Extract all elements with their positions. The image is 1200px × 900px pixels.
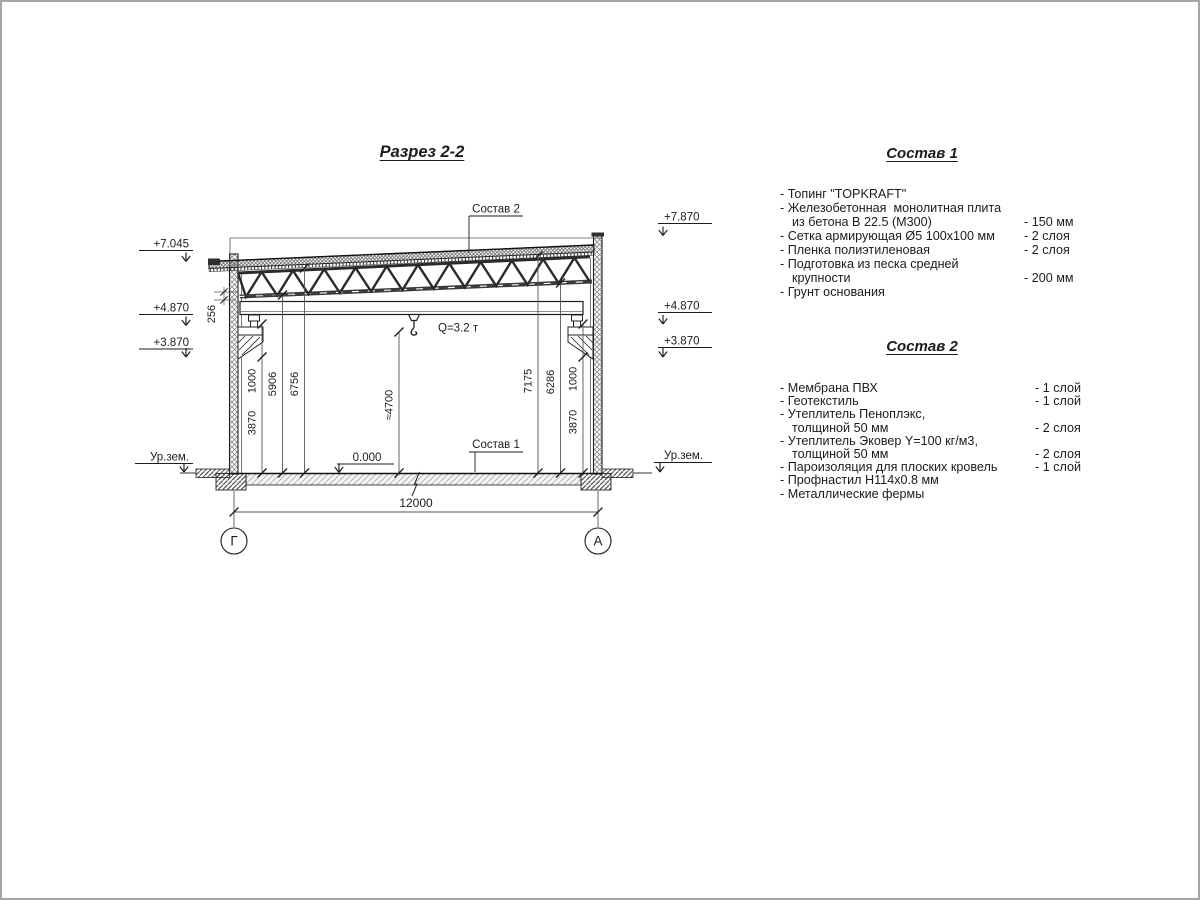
- corbel-right: [568, 315, 593, 359]
- list-item: толщиной 50 мм - 2 слоя: [792, 420, 1081, 435]
- svg-text:+3.870: +3.870: [153, 337, 189, 349]
- svg-text:+7.870: +7.870: [664, 211, 700, 224]
- elevation-marks-right: [654, 212, 712, 473]
- callout-sostav2: [469, 204, 523, 254]
- spec2-title: Состав 2: [886, 338, 958, 355]
- section-title: Разрез 2-2: [379, 143, 465, 161]
- spec-list-1: [780, 187, 1110, 299]
- list-item: - Пленка полиэтиленовая - 2 слоя: [780, 243, 1070, 257]
- axis-bubble-right: [585, 528, 611, 554]
- crane-capacity-label: Q=3.2 т: [438, 322, 479, 335]
- dim-5906: 5906: [267, 371, 279, 397]
- svg-text:+4.870: +4.870: [664, 300, 700, 313]
- dim-right-3870: 3870: [567, 409, 580, 435]
- svg-text:А: А: [593, 533, 603, 549]
- list-item: - Подготовка из песка средней: [780, 257, 959, 271]
- svg-text:Состав 2: Состав 2: [472, 203, 520, 216]
- spec-list-2: [780, 382, 1110, 501]
- svg-text:Г: Г: [230, 533, 238, 549]
- dim-left-3870: 3870: [246, 410, 259, 436]
- list-item: крупности - 200 мм: [792, 271, 1074, 285]
- list-item: - Геотекстиль - 1 слой: [780, 394, 1082, 409]
- list-item: - Грунт основания: [780, 285, 885, 299]
- roof-edge-cap: [208, 259, 220, 266]
- svg-text:+7.045: +7.045: [153, 238, 189, 251]
- axis-bubble-left: [221, 528, 247, 554]
- left-wall: [230, 254, 242, 474]
- svg-text:+3.870: +3.870: [664, 335, 700, 348]
- list-item: толщиной 50 мм - 2 слоя: [792, 447, 1081, 462]
- dim-right-1000: 1000: [567, 366, 580, 392]
- spec1-title: Состав 1: [886, 145, 958, 162]
- span-label: 12000: [399, 496, 433, 510]
- list-item: - Топинг "TOPKRAFT": [780, 187, 907, 201]
- callout-zero-level: [335, 452, 394, 473]
- list-item: - Утеплитель Эковер Y=100 кг/м3,: [780, 433, 978, 448]
- elevation-7045: [139, 239, 193, 262]
- svg-text:+4.870: +4.870: [153, 302, 189, 315]
- svg-text:Ур.зем.: Ур.зем.: [664, 450, 704, 462]
- list-item: - Металлические фермы: [780, 486, 925, 501]
- dim-7175: 7175: [522, 368, 535, 394]
- blind-area-left: [196, 469, 230, 478]
- list-item: - Пароизоляция для плоских кровель - 1 слой: [780, 460, 1082, 475]
- floor-slab: [246, 474, 581, 486]
- list-item: из бетона В 22.5 (М300) - 150 мм: [792, 215, 1074, 229]
- dim-4700: ≈4700: [383, 389, 396, 421]
- list-item: - Мембрана ПВХ - 1 слой: [780, 381, 1082, 395]
- elevation-right-3870: [658, 336, 712, 358]
- elevation-left-3870: [139, 337, 193, 357]
- crane-beam: [240, 302, 583, 336]
- elevation-7870: [658, 212, 712, 236]
- dim-labels: [247, 367, 580, 435]
- svg-text:Состав 1: Состав 1: [472, 439, 520, 451]
- parapet-cap: [592, 233, 605, 237]
- elevation-right-ground: [654, 450, 712, 472]
- svg-text:0.000: 0.000: [352, 452, 382, 464]
- dim-256-label: 256: [206, 304, 218, 324]
- list-item: - Железобетонная монолитная плита: [780, 201, 1002, 215]
- list-item: - Профнастил Н114x0.8 мм: [780, 473, 939, 488]
- callout-sostav1: [469, 439, 523, 472]
- elevation-left-ground: [135, 452, 193, 473]
- dim-6756: 6756: [289, 371, 301, 397]
- crane-hook-icon: [409, 315, 420, 336]
- svg-text:Ур.зем.: Ур.зем.: [149, 451, 189, 464]
- list-item: - Утеплитель Пеноплэкс,: [780, 407, 926, 422]
- floor: [180, 469, 652, 496]
- list-item: - Сетка армирующая Ø5 100x100 мм - 2 слоя: [780, 229, 1070, 243]
- elevation-marks-left: [135, 239, 193, 473]
- dim-left-1000: 1000: [246, 368, 259, 394]
- dim-6286: 6286: [545, 369, 557, 395]
- span-dimension: [221, 491, 611, 554]
- blind-area-right: [602, 469, 633, 478]
- callouts: [335, 204, 523, 473]
- elevation-left-4870: [139, 303, 193, 326]
- elevation-right-4870: [658, 301, 712, 325]
